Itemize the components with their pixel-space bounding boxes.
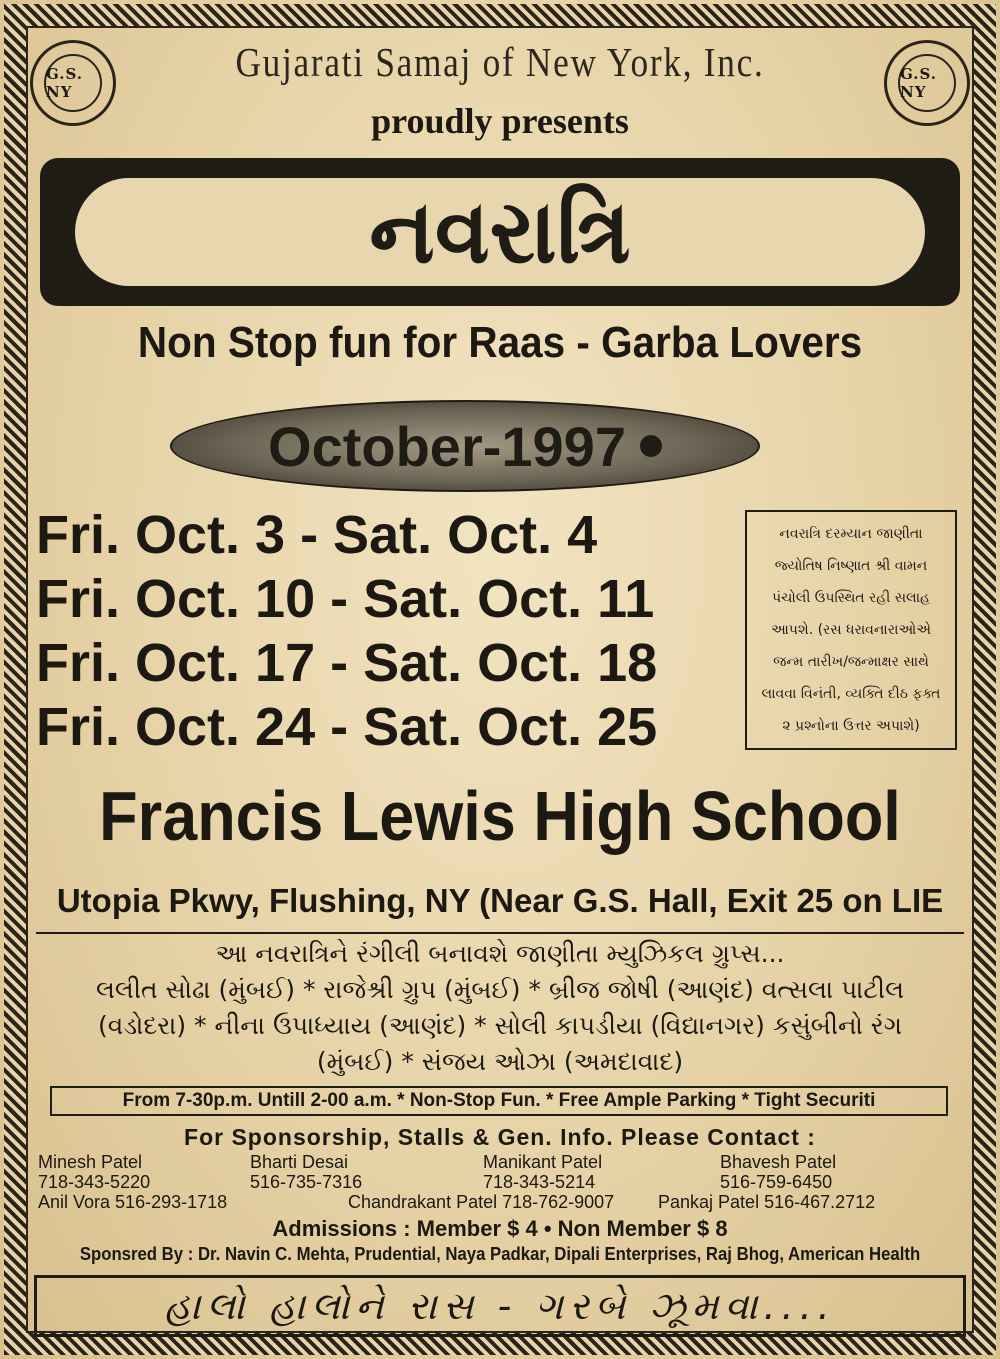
contact-name: Bhavesh Patel	[720, 1152, 837, 1172]
note-line: જ્યોતિષ નિષ્ણાત શ્રી વામન	[774, 558, 928, 574]
date-line: Fri. Oct. 10 - Sat. Oct. 11	[36, 569, 655, 629]
date-list	[36, 503, 746, 759]
music-groups-line: (મુંબઈ) * સંજય ઓઝા (અમદાવાદ)	[316, 1047, 684, 1076]
contact-inline: Anil Vora 516-293-1718	[38, 1192, 228, 1212]
admissions-line: Admissions : Member $ 4 • Non Member $ 8	[272, 1216, 728, 1241]
contact-heading: For Sponsorship, Stalls & Gen. Info. Please Contact :	[184, 1124, 816, 1150]
contact-name: Manikant Patel	[483, 1152, 603, 1172]
timings-box: From 7-30p.m. Untill 2-00 a.m. * Non-Stop Fun. * Free Ample Parking * Tight Securiti	[50, 1086, 948, 1116]
title-banner	[40, 158, 960, 306]
seal-text-right: G.S. NY	[900, 65, 938, 101]
contact-name: Bharti Desai	[250, 1152, 349, 1172]
month-oval	[170, 400, 760, 492]
seal-text-left: G.S. NY	[46, 65, 84, 101]
event-title: નવરાત્રિ	[75, 178, 925, 286]
contact-phone: 718-343-5220	[38, 1172, 151, 1192]
footer-slogan: હાલો હાલોને રાસ - ગરબે ઝૂમવા....	[164, 1283, 836, 1328]
venue-address: Utopia Pkwy, Flushing, NY (Near G.S. Hall, Exit 25 on LIE	[56, 882, 944, 919]
contact-name: Minesh Patel	[38, 1152, 143, 1172]
bullet-dot	[640, 435, 662, 457]
organizer-name: Gujarati Samaj of New York, Inc.	[235, 39, 765, 85]
note-line: આપશે. (રસ ધરાવનારાઓએ	[771, 622, 931, 638]
note-line: લાવવા વિનંતી, વ્યક્તિ દીઠ ફક્ત	[761, 686, 941, 702]
footer-slogan-box	[34, 1275, 966, 1337]
date-line: Fri. Oct. 3 - Sat. Oct. 4	[36, 505, 598, 565]
tagline: Non Stop fun for Raas - Garba Lovers	[137, 318, 863, 367]
contact-phone: 718-343-5214	[483, 1172, 596, 1192]
music-groups-line: (વડોદરા) * નીના ઉપાધ્યાય (આણંદ) * સોલી કાપડીયા (વિદ્યાનગર) કસુંબીનો રંગ	[98, 1011, 902, 1040]
note-line: નવરાત્રિ દરમ્યાન જાણીતા	[779, 526, 923, 542]
date-line: Fri. Oct. 24 - Sat. Oct. 25	[36, 697, 658, 757]
contact-inline: Pankaj Patel 516-467.2712	[658, 1192, 876, 1212]
divider-rule	[36, 932, 964, 934]
venue-name: Francis Lewis High School	[99, 777, 901, 855]
music-intro: આ નવરાત્રિને રંગીલી બનાવશે જાણીતા મ્યુઝિકલ ગ્રુપ્સ...	[215, 939, 785, 968]
date-line: Fri. Oct. 17 - Sat. Oct. 18	[36, 633, 658, 693]
astrology-note-box	[745, 510, 957, 750]
note-line: પંચોલી ઉપસ્થિત રહી સલાહ	[771, 590, 930, 606]
contact-inline: Chandrakant Patel 718-762-9007	[348, 1192, 615, 1212]
contact-phone: 516-759-6450	[720, 1172, 833, 1192]
contact-phone: 516-735-7316	[250, 1172, 363, 1192]
sponsors-line: Sponsred By : Dr. Navin C. Mehta, Prudential, Naya Padkar, Dipali Enterprises, Raj Bhog, American Health	[79, 1244, 921, 1264]
music-groups-line: લલીત સોઢા (મુંબઈ) * રાજેશ્રી ગ્રુપ (મુંબઈ) * બ્રીજ જોષી (આણંદ) વત્સલા પાટીલ	[96, 975, 904, 1004]
note-line: ૨ પ્રશ્નોના ઉત્તર અપાશે)	[782, 718, 920, 734]
month-label: October-1997	[268, 414, 626, 478]
note-line: જન્મ તારીખ/જન્માક્ષર સાથે	[773, 654, 929, 670]
presents-line: proudly presents	[371, 101, 629, 141]
